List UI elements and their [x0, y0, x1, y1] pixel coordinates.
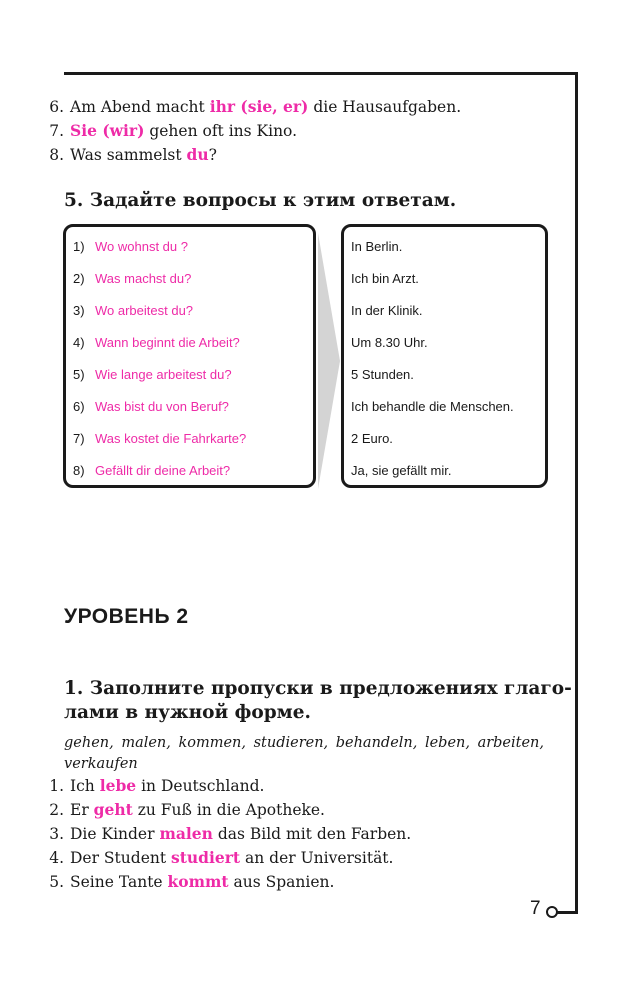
- task1-heading-line2: лами в нужной форме.: [64, 702, 311, 723]
- question-item: 4) Wann beginnt die Arbeit?: [73, 335, 240, 350]
- list-item: 5. Seine Tante kommt aus Spanien.: [49, 872, 335, 891]
- list-item: 3. Die Kinder malen das Bild mit den Farben.: [49, 824, 412, 843]
- answer-item: Um 8.30 Uhr.: [351, 335, 428, 350]
- list-item: 2. Er geht zu Fuß in die Apotheke.: [49, 800, 325, 819]
- answers-box: [341, 224, 548, 488]
- list-item: 8. Was sammelst du?: [49, 145, 217, 164]
- questions-box: [63, 224, 316, 488]
- answer-item: In Berlin.: [351, 239, 403, 254]
- level-heading: УРОВЕНЬ 2: [64, 605, 189, 628]
- sentence-list: [38, 774, 411, 894]
- question-item: 5) Wie lange arbeitest du?: [73, 367, 232, 382]
- list-item: 4. Der Student studiert an der Universität.: [49, 848, 394, 867]
- page-number: 7: [530, 898, 541, 919]
- top-exercise-list: [38, 95, 461, 167]
- frame-right-line: [575, 72, 578, 912]
- answer-item: 5 Stunden.: [351, 367, 414, 382]
- list-item: 7. Sie (wir) gehen oft ins Kino.: [49, 121, 298, 140]
- task1-heading-line1: 1. Заполните пропуски в предложениях глаго-: [64, 678, 572, 699]
- frame-top-line: [64, 72, 578, 75]
- question-item: 1) Wo wohnst du ?: [73, 239, 188, 254]
- answer-item: 2 Euro.: [351, 431, 393, 446]
- answer-item: Ja, sie gefällt mir.: [351, 463, 452, 478]
- question-item: 3) Wo arbeitest du?: [73, 303, 194, 318]
- answer-item: Ich bin Arzt.: [351, 271, 419, 286]
- list-item: 1. Ich lebe in Deutschland.: [49, 776, 265, 795]
- answer-item: Ich behandle die Menschen.: [351, 399, 514, 414]
- answer-item: In der Klinik.: [351, 303, 423, 318]
- task5-heading: 5. Задайте вопросы к этим ответам.: [64, 190, 457, 211]
- list-item: 6. Am Abend macht ihr (sie, er) die Hausaufgaben.: [49, 97, 462, 116]
- question-item: 2) Was machst du?: [73, 271, 192, 286]
- question-item: 7) Was kostet die Fahrkarte?: [73, 431, 247, 446]
- frame-bottom-line: [556, 911, 578, 914]
- question-item: 8) Gefällt dir deine Arbeit?: [73, 463, 231, 478]
- question-item: 6) Was bist du von Beruf?: [73, 399, 229, 414]
- page-ring-ornament: [546, 906, 558, 918]
- verb-word-bank: gehen, malen, kommen, studieren, behandeln, leben, arbeiten, verkaufen: [64, 735, 544, 772]
